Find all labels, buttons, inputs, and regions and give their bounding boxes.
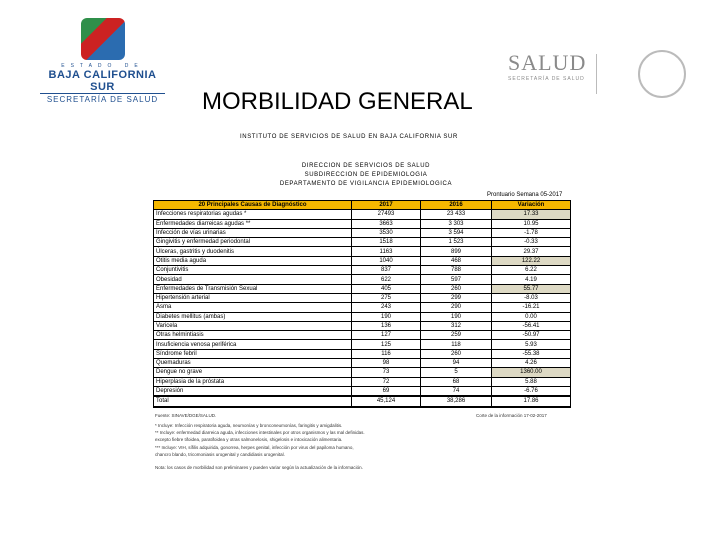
table-row: [154, 266, 571, 275]
variation-cell: 5.93: [492, 340, 571, 349]
variation-cell: 4.19: [492, 275, 571, 284]
value-2017-cell: 3663: [352, 219, 421, 228]
footnote: excepto fiebre tifoidea, paratifoidea y otras salmonelosis, shigelosis e intoxicación alimentaria.: [155, 437, 343, 443]
cause-cell: Varicela: [154, 321, 352, 330]
cause-cell: Insuficiencia venosa periférica: [154, 340, 352, 349]
variation-cell: 4.26: [492, 359, 571, 368]
cause-cell: Dengue no grave: [154, 368, 352, 377]
cause-cell: Hipertensión arterial: [154, 293, 352, 302]
bcs-logo: [40, 18, 165, 104]
total-row: [154, 396, 571, 406]
cause-cell: Enfermedades de Transmisión Sexual: [154, 284, 352, 293]
state-emblem-icon: [81, 18, 125, 60]
value-2016-cell: 74: [421, 386, 492, 396]
table-row: [154, 256, 571, 265]
variation-cell: -16.21: [492, 303, 571, 312]
cause-cell: Hiperplasia de la próstata: [154, 377, 352, 386]
value-2016-cell: 312: [421, 321, 492, 330]
table-row: [154, 321, 571, 330]
value-2017-cell: 3530: [352, 228, 421, 237]
national-seal-icon: [638, 50, 686, 98]
value-2017-cell: 127: [352, 331, 421, 340]
footnotes: [155, 422, 365, 471]
total-2017: 45,124: [352, 396, 421, 406]
value-2017-cell: 73: [352, 368, 421, 377]
value-2017-cell: 243: [352, 303, 421, 312]
value-2017-cell: 125: [352, 340, 421, 349]
value-2016-cell: 94: [421, 359, 492, 368]
variation-cell: 122.22: [492, 256, 571, 265]
value-2017-cell: 27493: [352, 210, 421, 219]
footnote: * Incluye: Infección respiratoria aguda, neumonías y bronconeumonías, faringitis y amigdalitis.: [155, 423, 343, 428]
source-note: Fuente: SINAVE/DGE/SALUD.: [155, 413, 217, 418]
logo-divider: [596, 54, 597, 94]
value-2016-cell: 260: [421, 349, 492, 358]
value-2017-cell: 136: [352, 321, 421, 330]
footnote: Nota: los casos de morbilidad son preliminares y pueden variar según la actualización de la información.: [155, 465, 363, 471]
value-2017-cell: 622: [352, 275, 421, 284]
footnote: *** Incluye: VIH, sífilis adquirida, gonorrea, herpes genital, infección por virus del papiloma humano,: [155, 444, 354, 450]
cause-cell: Asma: [154, 303, 352, 312]
value-2016-cell: 3 303: [421, 219, 492, 228]
cause-cell: Quemaduras: [154, 359, 352, 368]
value-2016-cell: 597: [421, 275, 492, 284]
value-2017-cell: 405: [352, 284, 421, 293]
col-header-2017: 2017: [352, 201, 421, 210]
variation-cell: -55.38: [492, 349, 571, 358]
variation-cell: 17.33: [492, 210, 571, 219]
salud-sub-text: SECRETARÍA DE SALUD: [508, 76, 585, 82]
value-2016-cell: 23 433: [421, 210, 492, 219]
variation-cell: -1.78: [492, 228, 571, 237]
table-row: [154, 368, 571, 377]
col-header-cause: 20 Principales Causas de Diagnóstico: [154, 201, 352, 210]
value-2016-cell: 259: [421, 331, 492, 340]
salud-text: SALUD: [508, 50, 587, 75]
table-row: [154, 219, 571, 228]
value-2016-cell: 299: [421, 293, 492, 302]
table-row: [154, 331, 571, 340]
logo-main-text: BAJA CALIFORNIA SUR: [48, 69, 157, 93]
table-row: [154, 312, 571, 321]
period-label: Prontuario Semana 05-2017: [487, 192, 563, 198]
variation-cell: 10.95: [492, 219, 571, 228]
logo-sub-text: SECRETARÍA DE SALUD: [40, 93, 165, 104]
table-row: [154, 293, 571, 302]
value-2016-cell: 260: [421, 284, 492, 293]
dept-line: SUBDIRECCION DE EPIDEMIOLOGIA: [304, 172, 428, 178]
cause-cell: Gingivitis y enfermedad periodontal: [154, 238, 352, 247]
cause-cell: Síndrome febril: [154, 349, 352, 358]
dept-line: DIRECCION DE SERVICIOS DE SALUD: [301, 163, 431, 169]
value-2017-cell: 1518: [352, 238, 421, 247]
value-2016-cell: 1 523: [421, 238, 492, 247]
table-row: [154, 247, 571, 256]
value-2017-cell: 275: [352, 293, 421, 302]
table-row: [154, 238, 571, 247]
footnote: ** Incluye: enfermedad diarreica aguda, infecciones intestinales por otros organismos y las mal definidas.: [155, 430, 365, 436]
cause-cell: Conjuntivitis: [154, 266, 352, 275]
value-2016-cell: 190: [421, 312, 492, 321]
morbidity-table: [153, 200, 571, 408]
col-header-variation: Variación: [492, 201, 571, 210]
value-2017-cell: 72: [352, 377, 421, 386]
variation-cell: 6.22: [492, 266, 571, 275]
table-row: [154, 386, 571, 396]
cause-cell: Otras helmintiasis: [154, 331, 352, 340]
table-row: [154, 340, 571, 349]
table-row: [154, 349, 571, 358]
value-2017-cell: 190: [352, 312, 421, 321]
department-block: [276, 162, 456, 189]
value-2016-cell: 468: [421, 256, 492, 265]
value-2017-cell: 837: [352, 266, 421, 275]
value-2016-cell: 3 594: [421, 228, 492, 237]
table-row: [154, 377, 571, 386]
table-row: [154, 303, 571, 312]
cause-cell: Infecciones respiratorias agudas *: [154, 210, 352, 219]
variation-cell: 5.88: [492, 377, 571, 386]
value-2017-cell: 116: [352, 349, 421, 358]
total-variation: 17.86: [492, 396, 571, 406]
value-2016-cell: 899: [421, 247, 492, 256]
value-2016-cell: 68: [421, 377, 492, 386]
variation-cell: 55.77: [492, 284, 571, 293]
cause-cell: Infección de vías urinarias: [154, 228, 352, 237]
value-2016-cell: 788: [421, 266, 492, 275]
value-2016-cell: 5: [421, 368, 492, 377]
dept-line: DEPARTAMENTO DE VIGILANCIA EPIDEMIOLOGICA: [279, 181, 453, 187]
variation-cell: -50.97: [492, 331, 571, 340]
table-row: [154, 228, 571, 237]
footnote: chancro blando, tricomoniasis urogenital y candidiasis urogenital.: [155, 451, 285, 457]
cause-cell: Otitis media aguda: [154, 256, 352, 265]
cause-cell: Úlceras, gastritis y duodenitis: [154, 247, 352, 256]
value-2017-cell: 1163: [352, 247, 421, 256]
value-2017-cell: 1040: [352, 256, 421, 265]
cause-cell: Depresión: [154, 386, 352, 396]
cause-cell: Enfermedades diarreicas agudas **: [154, 219, 352, 228]
cause-cell: Obesidad: [154, 275, 352, 284]
col-header-2016: 2016: [421, 201, 492, 210]
institute-name: INSTITUTO DE SERVICIOS DE SALUD EN BAJA CALIFORNIA SUR: [240, 134, 458, 140]
logo-top-text: ESTADO DE: [61, 63, 144, 69]
cause-cell: Diabetes mellitus (ambas): [154, 312, 352, 321]
variation-cell: 1360.00: [492, 368, 571, 377]
variation-cell: -0.33: [492, 238, 571, 247]
variation-cell: -8.03: [492, 293, 571, 302]
table-row: [154, 284, 571, 293]
salud-logo: [508, 50, 688, 100]
variation-cell: -56.41: [492, 321, 571, 330]
variation-cell: 0.00: [492, 312, 571, 321]
table-row: [154, 210, 571, 219]
value-2016-cell: 290: [421, 303, 492, 312]
variation-cell: -6.76: [492, 386, 571, 396]
total-2016: 38,286: [421, 396, 492, 406]
cutoff-date: Corte de la información 17-02-2017: [476, 413, 547, 418]
page-title: MORBILIDAD GENERAL: [202, 88, 473, 115]
table-row: [154, 275, 571, 284]
total-label: Total: [154, 396, 352, 406]
table-row: [154, 359, 571, 368]
value-2016-cell: 118: [421, 340, 492, 349]
value-2017-cell: 98: [352, 359, 421, 368]
value-2017-cell: 69: [352, 386, 421, 396]
variation-cell: 29.37: [492, 247, 571, 256]
